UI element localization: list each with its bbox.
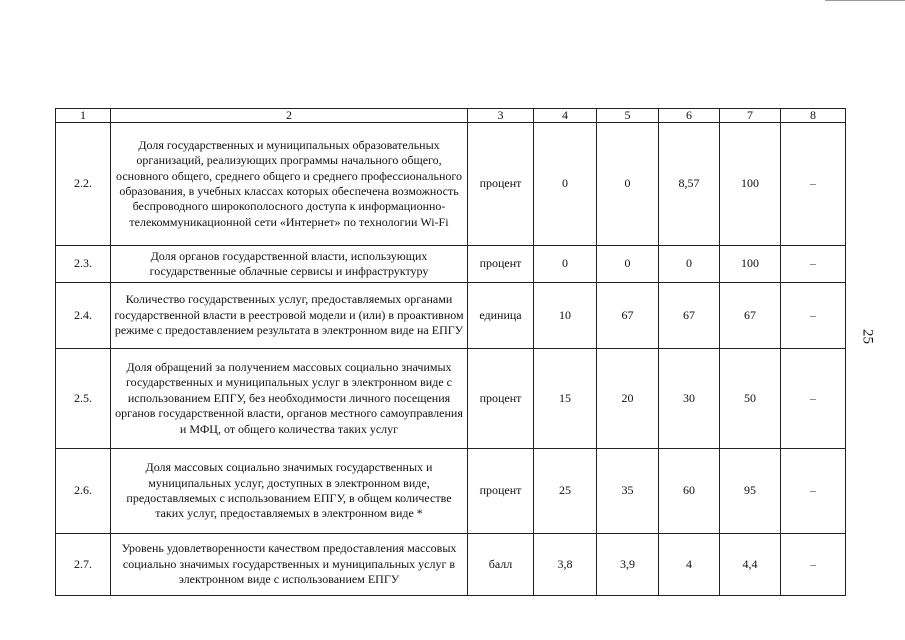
- table-row: [56, 449, 846, 534]
- row-value-8: –: [781, 283, 846, 349]
- row-value-4: 0: [534, 246, 597, 283]
- row-value-6: 8,57: [659, 123, 720, 246]
- row-description: Доля органов государственной власти, использующих государственные облачные сервисы и инфраструктуру: [111, 246, 468, 283]
- header-cell: 7: [720, 109, 781, 123]
- page-number: 25: [859, 329, 876, 344]
- row-unit: процент: [468, 123, 534, 246]
- row-value-5: 0: [597, 123, 659, 246]
- indicators-table: [55, 108, 846, 596]
- row-value-5: 35: [597, 449, 659, 534]
- page-edge-line: [825, 0, 905, 1]
- row-value-4: 3,8: [534, 534, 597, 596]
- row-value-6: 67: [659, 283, 720, 349]
- table-row: [56, 246, 846, 283]
- row-value-8: –: [781, 349, 846, 449]
- row-value-5: 3,9: [597, 534, 659, 596]
- row-value-7: 100: [720, 246, 781, 283]
- header-cell: 2: [111, 109, 468, 123]
- table-row: [56, 283, 846, 349]
- row-number: 2.2.: [56, 123, 111, 246]
- row-value-6: 4: [659, 534, 720, 596]
- table-row: [56, 123, 846, 246]
- row-value-7: 4,4: [720, 534, 781, 596]
- row-number: 2.4.: [56, 283, 111, 349]
- header-cell: 4: [534, 109, 597, 123]
- row-number: 2.5.: [56, 349, 111, 449]
- row-unit: балл: [468, 534, 534, 596]
- row-number: 2.3.: [56, 246, 111, 283]
- row-description: Доля массовых социально значимых государственных и муниципальных услуг, доступных в электронном виде, предоставляемых с использованием ЕПГУ, в общем количестве таких услуг, предоставляемых в электронном виде *: [111, 449, 468, 534]
- row-value-6: 30: [659, 349, 720, 449]
- row-description: Доля государственных и муниципальных образовательных организаций, реализующих программы начального общего, основного общего, среднего общего и среднего профессионального образования, в учебных классах которых обеспечена возможность беспроводного широкополосного доступа к информационно-телекоммуникационной сети «Интернет» по технологии Wi-Fi: [111, 123, 468, 246]
- row-description: Уровень удовлетворенности качеством предоставления массовых социально значимых государственных и муниципальных услуг в электронном виде с использованием ЕПГУ: [111, 534, 468, 596]
- row-unit: процент: [468, 449, 534, 534]
- row-value-4: 15: [534, 349, 597, 449]
- row-unit: процент: [468, 349, 534, 449]
- row-value-8: –: [781, 246, 846, 283]
- row-value-6: 0: [659, 246, 720, 283]
- row-value-4: 0: [534, 123, 597, 246]
- row-value-7: 50: [720, 349, 781, 449]
- row-value-8: –: [781, 449, 846, 534]
- row-value-8: –: [781, 123, 846, 246]
- table-row: [56, 349, 846, 449]
- row-unit: единица: [468, 283, 534, 349]
- row-value-6: 60: [659, 449, 720, 534]
- row-number: 2.6.: [56, 449, 111, 534]
- row-description: Доля обращений за получением массовых социально значимых государственных и муниципальных услуг в электронном виде с использованием ЕПГУ, без необходимости личного посещения органов государственной власти, органов местного самоуправления и МФЦ, от общего количества таких услуг: [111, 349, 468, 449]
- header-cell: 8: [781, 109, 846, 123]
- header-cell: 6: [659, 109, 720, 123]
- table-header-row: [56, 109, 846, 123]
- row-number: 2.7.: [56, 534, 111, 596]
- row-unit: процент: [468, 246, 534, 283]
- header-cell: 3: [468, 109, 534, 123]
- row-value-4: 10: [534, 283, 597, 349]
- row-value-7: 100: [720, 123, 781, 246]
- row-value-5: 0: [597, 246, 659, 283]
- document-page: [55, 108, 845, 596]
- row-value-8: –: [781, 534, 846, 596]
- header-cell: 1: [56, 109, 111, 123]
- row-value-4: 25: [534, 449, 597, 534]
- row-description: Количество государственных услуг, предоставляемых органами государственной власти в реестровой модели и (или) в проактивном режиме с предоставлением результата в электронном виде на ЕПГУ: [111, 283, 468, 349]
- row-value-5: 20: [597, 349, 659, 449]
- row-value-7: 67: [720, 283, 781, 349]
- row-value-7: 95: [720, 449, 781, 534]
- table-row: [56, 534, 846, 596]
- header-cell: 5: [597, 109, 659, 123]
- row-value-5: 67: [597, 283, 659, 349]
